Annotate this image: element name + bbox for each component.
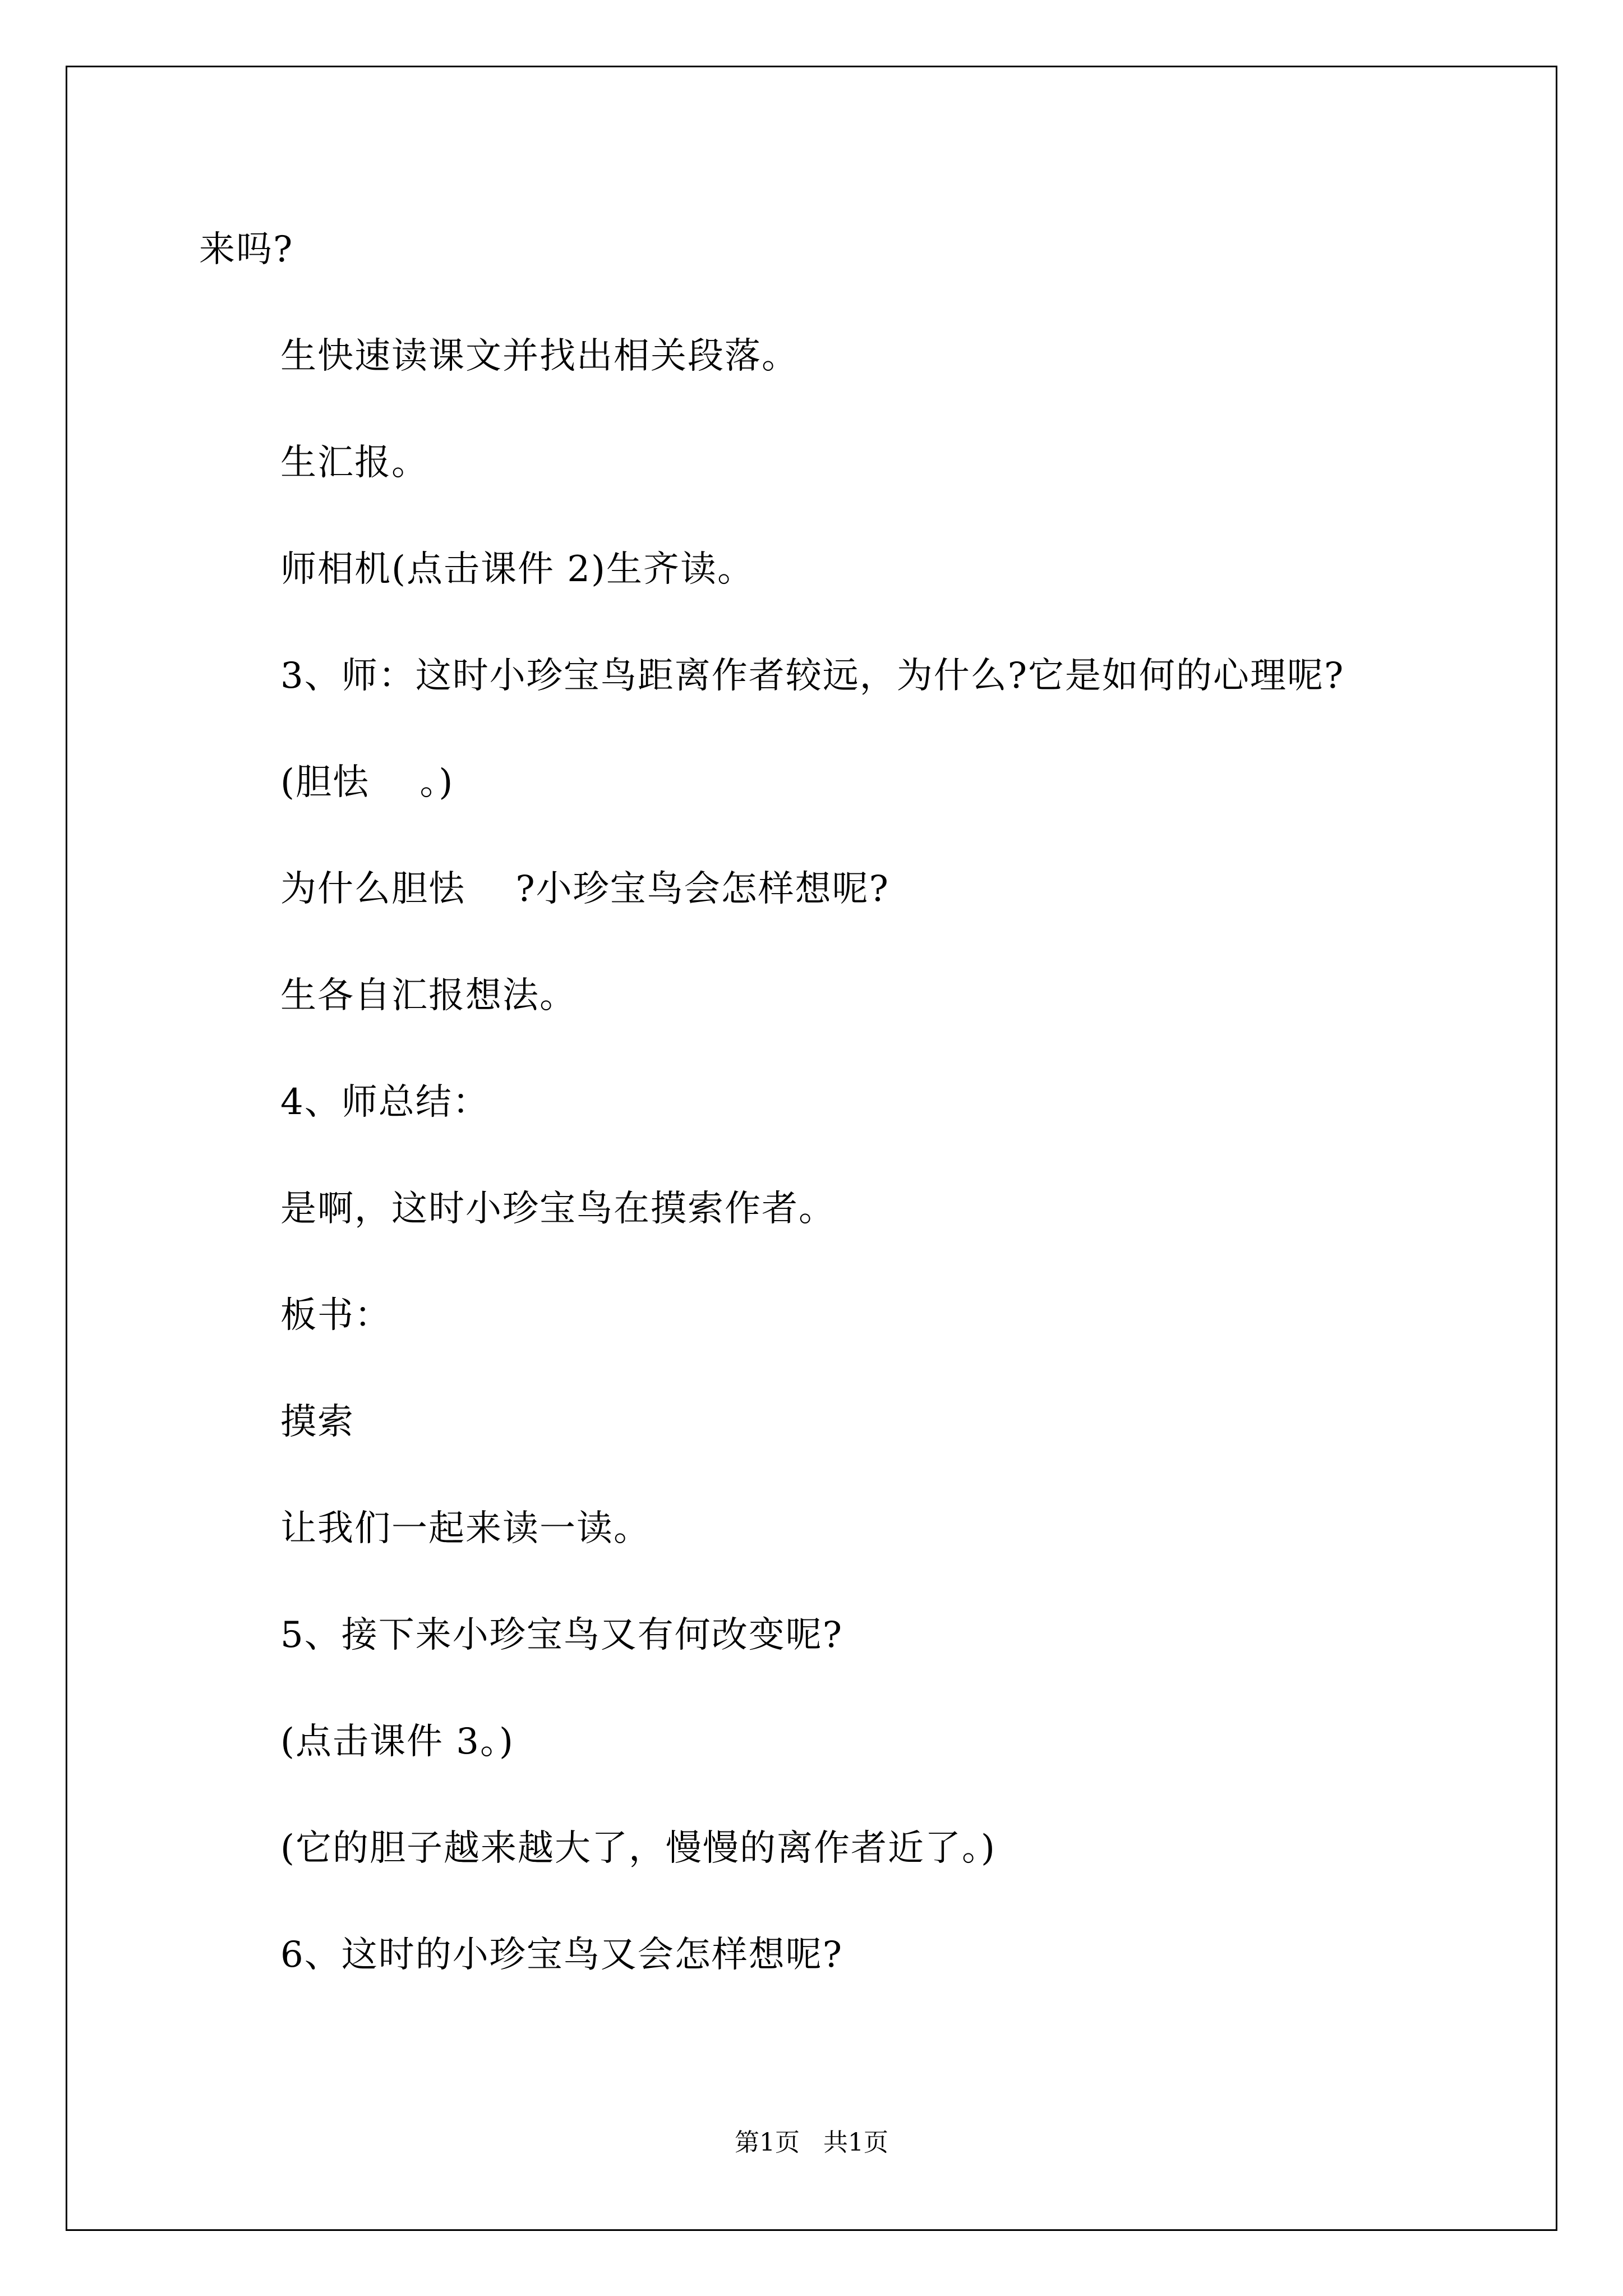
text-line: 是啊，这时小珍宝鸟在摸索作者。 <box>280 1188 836 1230</box>
text-line: (胆怯 。) <box>280 762 454 803</box>
text-line: 生各自汇报想法。 <box>280 975 577 1016</box>
text-line: (点击课件 3。) <box>280 1721 514 1763</box>
text-line: 生快速读课文并找出相关段落。 <box>280 335 799 377</box>
text-line: (它的胆子越来越大了，慢慢的离作者近了。) <box>280 1828 996 1869</box>
text-line: 3、师：这时小珍宝鸟距离作者较远，为什么?它是如何的心理呢? <box>280 655 1345 697</box>
text-line: 来吗? <box>199 229 294 270</box>
text-line: 生汇报。 <box>280 442 428 484</box>
text-line: 让我们一起来读一读。 <box>280 1508 651 1549</box>
text-line: 4、师总结： <box>280 1082 490 1123</box>
page-footer: 第1页 共1页 <box>735 2128 888 2157</box>
text-line: 为什么胆怯 ?小珍宝鸟会怎样想呢? <box>280 868 889 910</box>
text-line: 师相机(点击课件 2)生齐读。 <box>280 549 754 590</box>
text-line: 6、这时的小珍宝鸟又会怎样想呢? <box>280 1934 843 1976</box>
text-line: 摸索 <box>280 1401 354 1443</box>
text-line: 5、接下来小珍宝鸟又有何改变呢? <box>280 1614 843 1656</box>
page-border <box>66 66 1557 2231</box>
text-line: 板书： <box>280 1295 391 1336</box>
